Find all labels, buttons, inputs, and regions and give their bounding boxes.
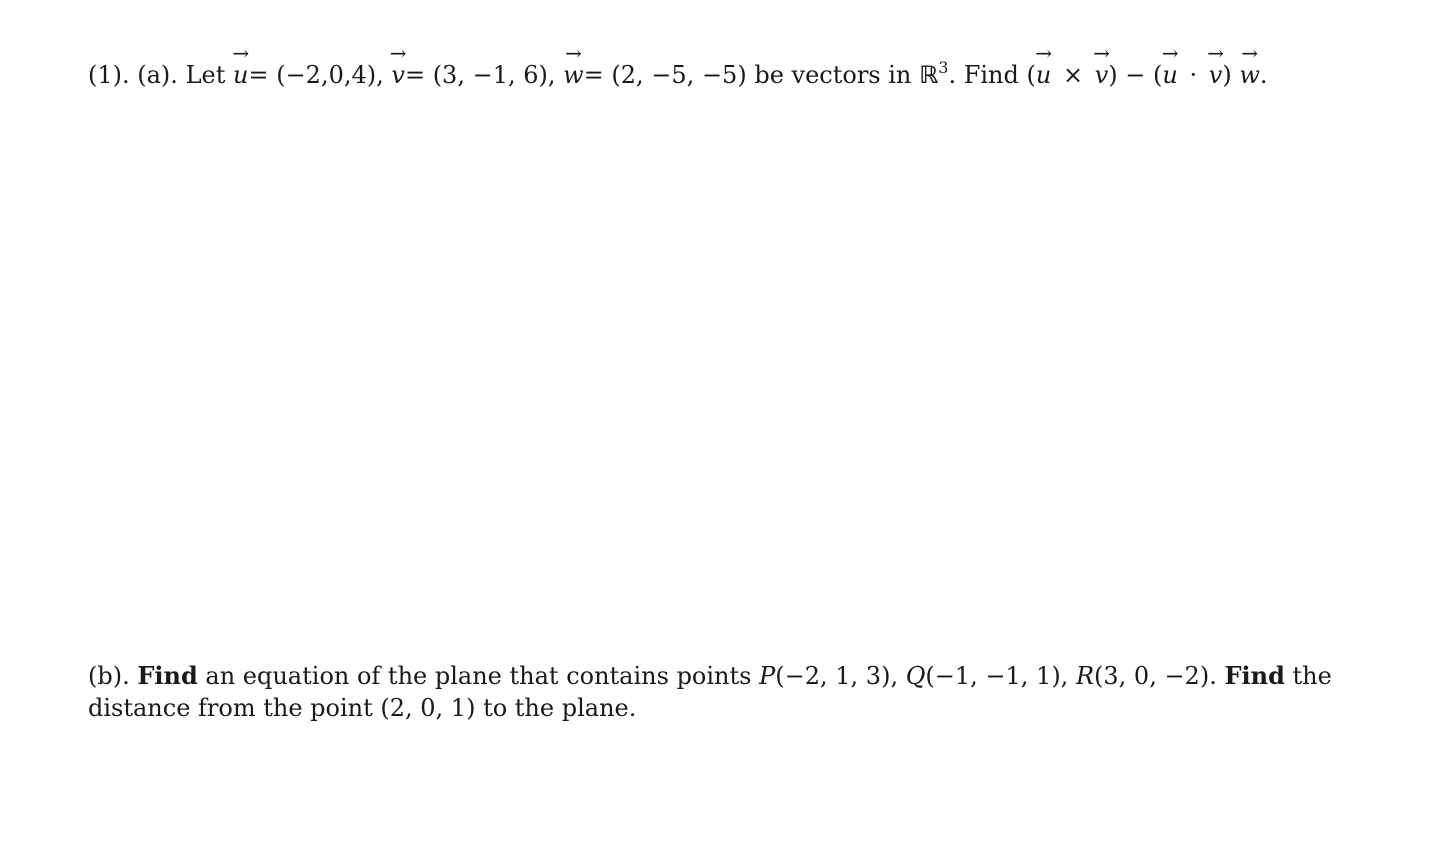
distance-text: distance from the point (2, 0, 1) to the plane. — [88, 694, 637, 722]
point-P-coords: (−2, 1, 3), — [775, 662, 899, 690]
point-P-name: P — [759, 662, 776, 690]
expr-vector-u: → u — [1036, 57, 1051, 91]
problem-label: (1). (a). — [88, 61, 178, 89]
expr-vector-w: → w — [1239, 57, 1260, 91]
vector-v-value: = (3, −1, 6), — [404, 61, 556, 89]
problem-1b-line-2 — [88, 692, 636, 724]
let-text: Let — [185, 61, 226, 89]
plane-text: an equation of the plane that contains points — [205, 662, 752, 690]
find-text: . Find — [948, 61, 1019, 89]
expr-mid: ) − ( — [1108, 61, 1163, 89]
vector-v: → v — [391, 57, 405, 91]
vector-u-value: = (−2,0,4), — [248, 61, 384, 89]
expr-vector-v-2: → v — [1209, 57, 1223, 91]
expr-open-paren: ( — [1026, 61, 1036, 89]
expr-vector-v: → v — [1095, 57, 1109, 91]
point-R-name: R — [1075, 662, 1095, 690]
real-space-exponent: 3 — [938, 58, 949, 77]
cross-operator: × — [1062, 61, 1084, 89]
dot-operator: · — [1189, 61, 1198, 89]
find-bold-1: Find — [137, 661, 198, 690]
problem-1b-line-1 — [88, 660, 1332, 692]
be-vectors-text: be vectors in — [754, 61, 912, 89]
find-bold-2: Find — [1224, 661, 1285, 690]
point-Q-coords: (−1, −1, 1), — [925, 662, 1069, 690]
problem-b-label: (b). — [88, 662, 130, 690]
real-space-symbol: ℝ — [919, 61, 939, 89]
expr-vector-u-2: → u — [1162, 57, 1177, 91]
point-Q-name: Q — [905, 662, 926, 690]
point-R-coords: (3, 0, −2). — [1094, 662, 1217, 690]
expr-close-paren: ) — [1222, 61, 1232, 89]
vector-w: → w — [563, 57, 584, 91]
the-text: the — [1292, 662, 1332, 690]
vector-u: → u — [233, 57, 248, 91]
vector-w-value: = (2, −5, −5) — [583, 61, 747, 89]
problem-1a — [88, 52, 1268, 91]
end-period: . — [1259, 61, 1268, 89]
